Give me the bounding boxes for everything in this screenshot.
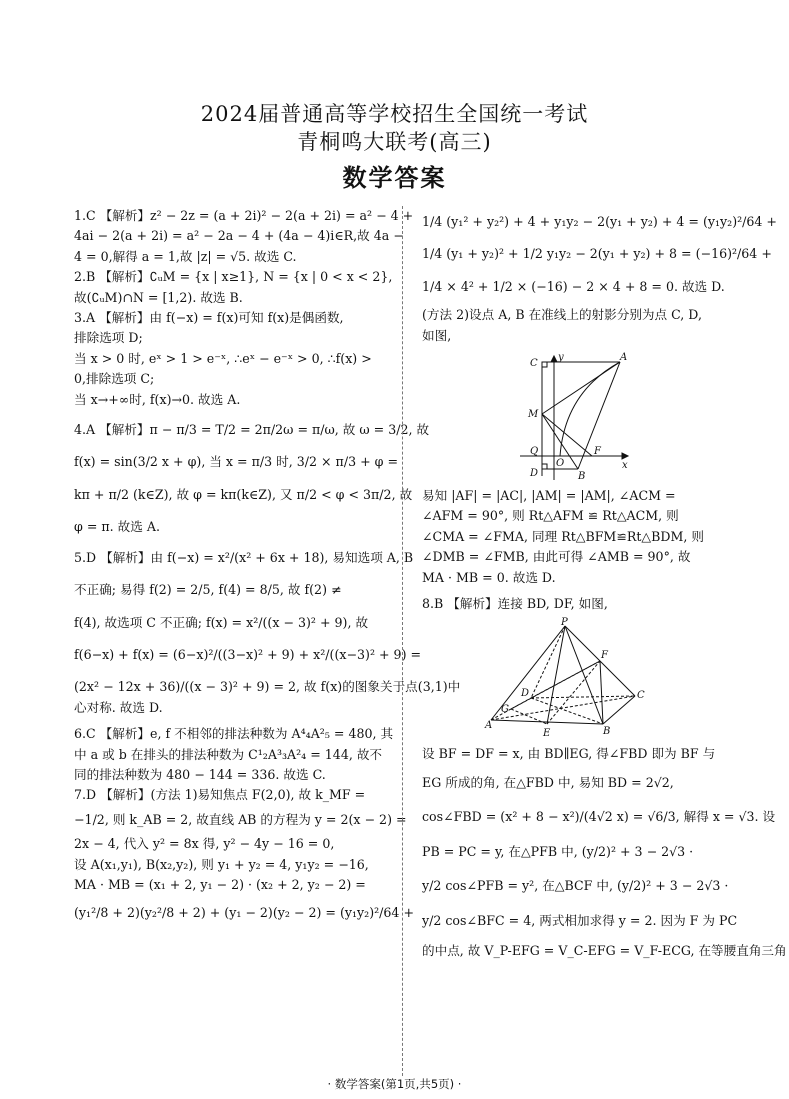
label-A: A <box>485 720 493 732</box>
label-Q: Q <box>530 446 539 458</box>
text-line: 4 = 0,解得 a = 1,故 |z| = √5. 故选 C. <box>74 248 297 264</box>
text-line: 4ai − 2(a + 2i) = a² − 2a − 4 + (4a − 4)i∈R,故 4a − <box>74 228 404 244</box>
text-line: kπ + π/2 (k∈Z), 故 φ = kπ(k∈Z), 又 π/2 < φ < 3π/2, 故 <box>74 486 413 502</box>
label-D: D <box>521 688 530 700</box>
text-line: 易知 |AF| = |AC|, |AM| = |AM|, ∠ACM = <box>422 488 676 504</box>
text-line: 3.A 【解析】由 f(−x) = f(x)可知 f(x)是偶函数, <box>74 310 344 326</box>
label-D: D <box>530 468 539 480</box>
column-divider <box>402 206 404 1076</box>
label-C: C <box>530 358 538 370</box>
text-line: 的中点, 故 V_P-EFG = V_C-EFG = V_F-ECG, 在等腰直角三角 <box>422 942 787 958</box>
text-line: f(4), 故选项 C 不正确; f(x) = x²/((x − 3)² + 9), 故 <box>74 614 369 630</box>
text-line: PB = PC = y, 在△PFB 中, (y/2)² + 3 − 2√3 · <box>422 843 694 859</box>
text-line: 6.C 【解析】e, f 不相邻的排法种数为 A⁴₄A²₅ = 480, 其 <box>74 726 394 742</box>
exam-title: 2024届普通高等学校招生全国统一考试 <box>200 102 589 126</box>
text-line: 排除选项 D; <box>74 330 143 346</box>
text-line: 当 x→+∞时, f(x)→0. 故选 A. <box>74 391 241 407</box>
text-line: EG 所成的角, 在△FBD 中, 易知 BD = 2√2, <box>422 774 674 790</box>
text-line: 5.D 【解析】由 f(−x) = x²/(x² + 6x + 18), 易知选项 A, B <box>74 549 414 565</box>
text-line: 0,排除选项 C; <box>74 371 155 387</box>
right-column <box>422 206 787 961</box>
text-line: cos∠FBD = (x² + 8 − x²)/(4√2 x) = √6/3, 解得 x = √3. 设 <box>422 809 776 825</box>
text-line: 2.B 【解析】∁ᵤM = {x | x≥1}, N = {x | 0 < x < 2}, <box>74 269 393 285</box>
text-line: 同的排法种数为 480 − 144 = 336. 故选 C. <box>74 766 326 782</box>
text-line: 不正确; 易得 f(2) = 2/5, f(4) = 8/5, 故 f(2) ≠ <box>74 582 342 598</box>
label-B: B <box>603 726 611 738</box>
label-P: P <box>561 617 568 629</box>
text-line: 4.A 【解析】π − π/3 = T/2 = 2π/2ω = π/ω, 故 ω = 3/2, 故 <box>74 422 430 438</box>
label-x: x <box>622 460 628 472</box>
text-line: −1/2, 则 k_AB = 2, 故直线 AB 的方程为 y = 2(x − 2) = <box>74 811 407 827</box>
text-line: 2x − 4, 代入 y² = 8x 得, y² − 4y − 16 = 0, <box>74 836 335 852</box>
exam-subtitle: 青桐鸣大联考(高三) <box>297 130 492 154</box>
text-line: MA · MB = 0. 故选 D. <box>422 569 556 585</box>
text-line: 设 A(x₁,y₁), B(x₂,y₂), 则 y₁ + y₂ = 4, y₁y₂ = −16, <box>74 856 369 872</box>
text-line: 心对称. 故选 D. <box>74 699 163 715</box>
label-E: E <box>543 728 551 740</box>
page-footer: · 数学答案(第1页,共5页) · <box>327 1077 462 1091</box>
pyramid-figure <box>485 617 665 740</box>
text-line: ∠DMB = ∠FMB, 由此可得 ∠AMB = 90°, 故 <box>422 549 691 565</box>
text-line: 1/4 × 4² + 1/2 × (−16) − 2 × 4 + 8 = 0. 故选 D. <box>422 278 725 294</box>
text-line: 如图, <box>422 327 452 343</box>
text-line: (2x² − 12x + 36)/((x − 3)² + 9) = 2, 故 f(x)的图象关于点(3,1)中 <box>74 679 461 695</box>
text-line: 当 x > 0 时, eˣ > 1 > e⁻ˣ, ∴eˣ − e⁻ˣ > 0, ∴f(x) > <box>74 350 372 366</box>
text-line: f(x) = sin(3/2 x + φ), 当 x = π/3 时, 3/2 × π/3 + φ = <box>74 454 399 470</box>
text-line: ∠AFM = 90°, 则 Rt△AFM ≌ Rt△ACM, 则 <box>422 508 679 524</box>
parabola-figure <box>520 352 630 482</box>
label-C: C <box>637 690 645 702</box>
text-line: 1/4 (y₁² + y₂²) + 4 + y₁y₂ − 2(y₁ + y₂) + 4 = (y₁y₂)²/64 + <box>422 214 777 229</box>
label-y: y <box>558 352 564 364</box>
label-F: F <box>594 446 601 458</box>
text-line: 设 BF = DF = x, 由 BD∥EG, 得∠FBD 即为 BF 与 <box>422 746 716 762</box>
text-line: φ = π. 故选 A. <box>74 519 160 535</box>
text-line: 中 a 或 b 在排头的排法种数为 C¹₂A³₃A²₄ = 144, 故不 <box>74 746 383 762</box>
text-line: 1/4 (y₁ + y₂)² + 1/2 y₁y₂ − 2(y₁ + y₂) + 8 = (−16)²/64 + <box>422 246 772 262</box>
text-line: MA · MB = (x₁ + 2, y₁ − 2) · (x₂ + 2, y₂ − 2) = <box>74 876 366 892</box>
text-line: ∠CMA = ∠FMA, 同理 Rt△BFM≌Rt△BDM, 则 <box>422 528 704 544</box>
label-A: A <box>620 352 628 364</box>
text-line: y/2 cos∠BFC = 4, 两式相加求得 y = 2. 因为 F 为 PC <box>422 912 738 928</box>
text-line: 8.B 【解析】连接 BD, DF, 如图, <box>422 596 608 612</box>
text-line: (y₁²/8 + 2)(y₂²/8 + 2) + (y₁ − 2)(y₂ − 2) = (y₁y₂)²/64 + <box>74 905 414 921</box>
text-line: f(6−x) + f(x) = (6−x)²/((3−x)² + 9) + x²/((x−3)² + 9) = <box>74 646 422 662</box>
label-M: M <box>528 409 539 421</box>
text-line: 故(∁ᵤM)∩N = [1,2). 故选 B. <box>74 289 243 305</box>
label-B: B <box>578 471 586 483</box>
text-line: 7.D 【解析】(方法 1)易知焦点 F(2,0), 故 k_MF = <box>74 787 366 803</box>
page-title: 数学答案 <box>342 164 447 192</box>
text-line: y/2 cos∠PFB = y², 在△BCF 中, (y/2)² + 3 − 2√3 · <box>422 878 729 894</box>
text-line: (方法 2)设点 A, B 在准线上的射影分别为点 C, D, <box>422 307 702 323</box>
label-O: O <box>556 458 565 470</box>
text-line: 1.C 【解析】z² − 2z = (a + 2i)² − 2(a + 2i) = a² − 4 + <box>74 208 414 223</box>
label-G: G <box>501 704 509 716</box>
label-F: F <box>601 650 608 662</box>
